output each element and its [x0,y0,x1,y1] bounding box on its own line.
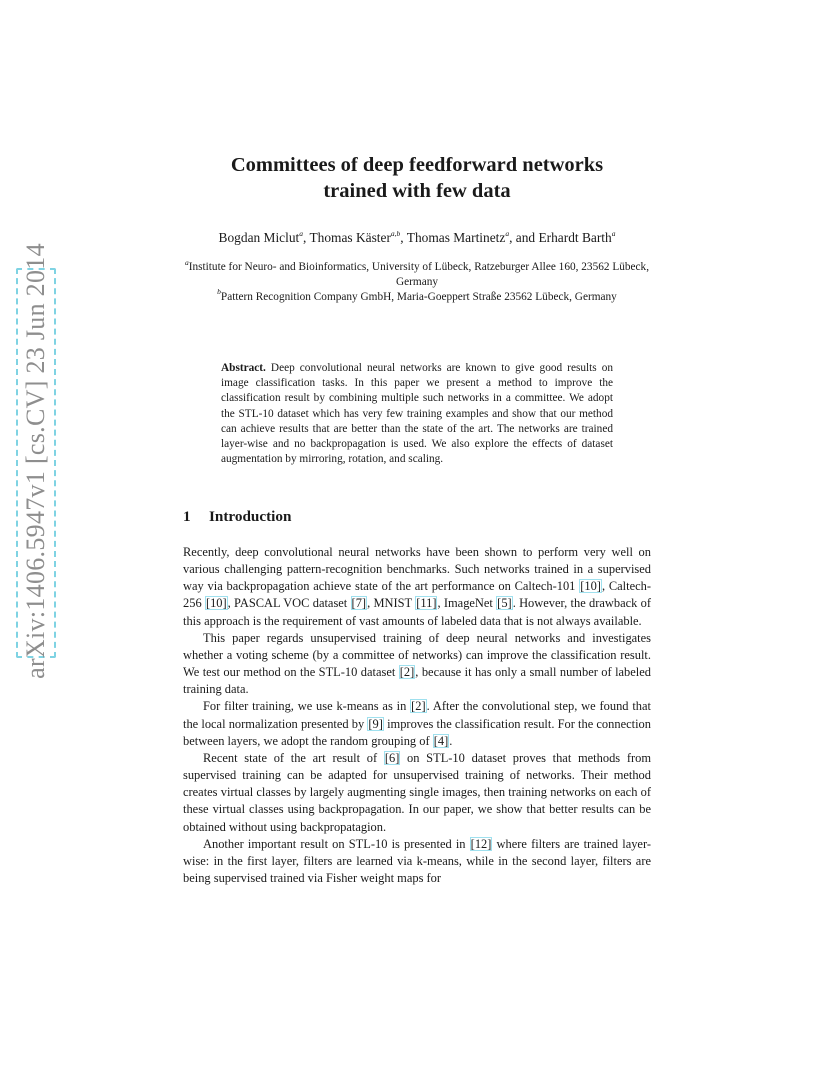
arxiv-stamp[interactable] [16,243,56,679]
paragraph-text: This paper regards unsupervised training of deep neural networks and investigates whether a voting scheme (by a committee of networks) can improve the classification result. We test our method on the STL-10 dataset [183,630,651,680]
abstract [221,361,613,467]
author-name: Thomas Käster [309,230,391,245]
abstract-label: Abstract. [221,362,266,374]
citation-link[interactable]: [10] [580,579,601,594]
paragraph-text: improves the classification result. For the connection between layers, we adopt the random grouping of [183,716,651,748]
author-name: Thomas Martinetz [406,230,506,245]
section-title: Introduction [209,508,292,525]
paper-title [170,152,664,204]
paper-title-line-1: Committees of deep feedforward networks [230,154,604,176]
paragraph-text: , ImageNet [437,596,497,611]
paragraph [183,750,651,836]
paragraph-text: . [449,733,453,748]
author-name: Bogdan Miclut [218,230,300,245]
paper-title-line-2: trained with few data [323,180,511,202]
author-list [150,229,684,247]
paragraph-text: , MNIST [367,596,416,611]
author-separator: , and [509,230,539,245]
author-affiliation-mark: a [505,229,510,239]
paragraph-text: Another important result on STL-10 is presented in [203,836,470,851]
citation-link[interactable]: [9] [368,716,383,731]
body-text [183,544,651,887]
paragraph-text: Recent state of the art result of [203,750,384,765]
section-number: 1 [183,508,191,525]
citation-link[interactable]: [6] [384,750,400,765]
citation-link[interactable]: [11] [416,596,437,611]
citation-link[interactable]: [5] [497,596,512,611]
affiliation-mark: b [217,287,221,297]
paragraph [183,698,651,749]
section-heading [183,508,291,526]
affiliation-list [170,257,664,304]
affiliation-mark: a [184,257,189,267]
paragraph-text: Recently, deep convolutional neural networks have been shown to perform very well on various challenging pattern-recognition benchmarks. Such networks trained in a supervised way via backpropagation achieve state of the art performance on Caltech-101 [183,545,651,594]
citation-link[interactable]: [7] [351,596,367,611]
citation-link[interactable]: [2] [411,699,426,714]
paragraph-text: . After the convolutional step, we found that the local normalization presented by [183,699,651,731]
paragraph-text: For filter training, we use k-means as in [203,699,411,714]
affiliation [170,257,664,290]
citation-link[interactable]: [2] [399,665,415,680]
author-affiliation-mark: a,b [390,229,401,239]
paragraph-text: where filters are trained layer-wise: in the first layer, filters are learned via k-means, while in the second layer, filters are being supervised trained via Fisher weight maps for [183,836,651,885]
paragraph [183,544,651,630]
citation-link[interactable]: [4] [433,733,449,748]
paragraph-text: on STL-10 dataset proves that methods from supervised training can be adapted for unsupervised training of networks. Their method creates virtual classes by largely augmenting single images, then training networks on each of these virtual classes using backpropagation. In our paper, we show that better results can be obtained without using backpropatagion. [183,750,651,834]
author-separator: , [303,230,310,245]
author-affiliation-mark: a [299,229,304,239]
citation-link[interactable]: [10] [205,596,227,611]
paragraph-text: , PASCAL VOC dataset [227,596,351,611]
author-name: Erhardt Barth [538,230,612,245]
paragraph [183,836,651,887]
paragraph [183,630,651,699]
paragraph-text: , because it has only a small number of labeled training data. [183,665,651,697]
paragraph-text: , Caltech-256 [183,579,651,611]
affiliation [170,287,664,305]
author-affiliation-mark: a [611,229,616,239]
abstract-text: Deep convolutional neural networks are known to give good results on image classification tasks. In this paper we present a method to improve the classification result by combining multiple such networks in a committee. We adopt the STL-10 dataset which has very few training examples and show that our method can achieve results that are better than the state of the art. The networks are trained layer-wise and no backpropagation is used. We also explore the effects of dataset augmentation by mirroring, rotation, and scaling. [221,362,613,466]
affiliation-text: Pattern Recognition Company GmbH, Maria-Goeppert Straße 23562 Lübeck, Germany [220,290,617,303]
citation-link[interactable]: [12] [470,836,492,851]
affiliation-text: Institute for Neuro- and Bioinformatics, University of Lübeck, Ratzeburger Allee 160, 23562 Lübeck, Germany [188,261,650,288]
author-separator: , [400,230,407,245]
paragraph-text: . However, the drawback of this approach is the requirement of vast amounts of labeled data that is not always available. [183,596,651,628]
arxiv-stamp-text: arXiv:1406.5947v1 [cs.CV] 23 Jun 2014 [21,243,50,679]
